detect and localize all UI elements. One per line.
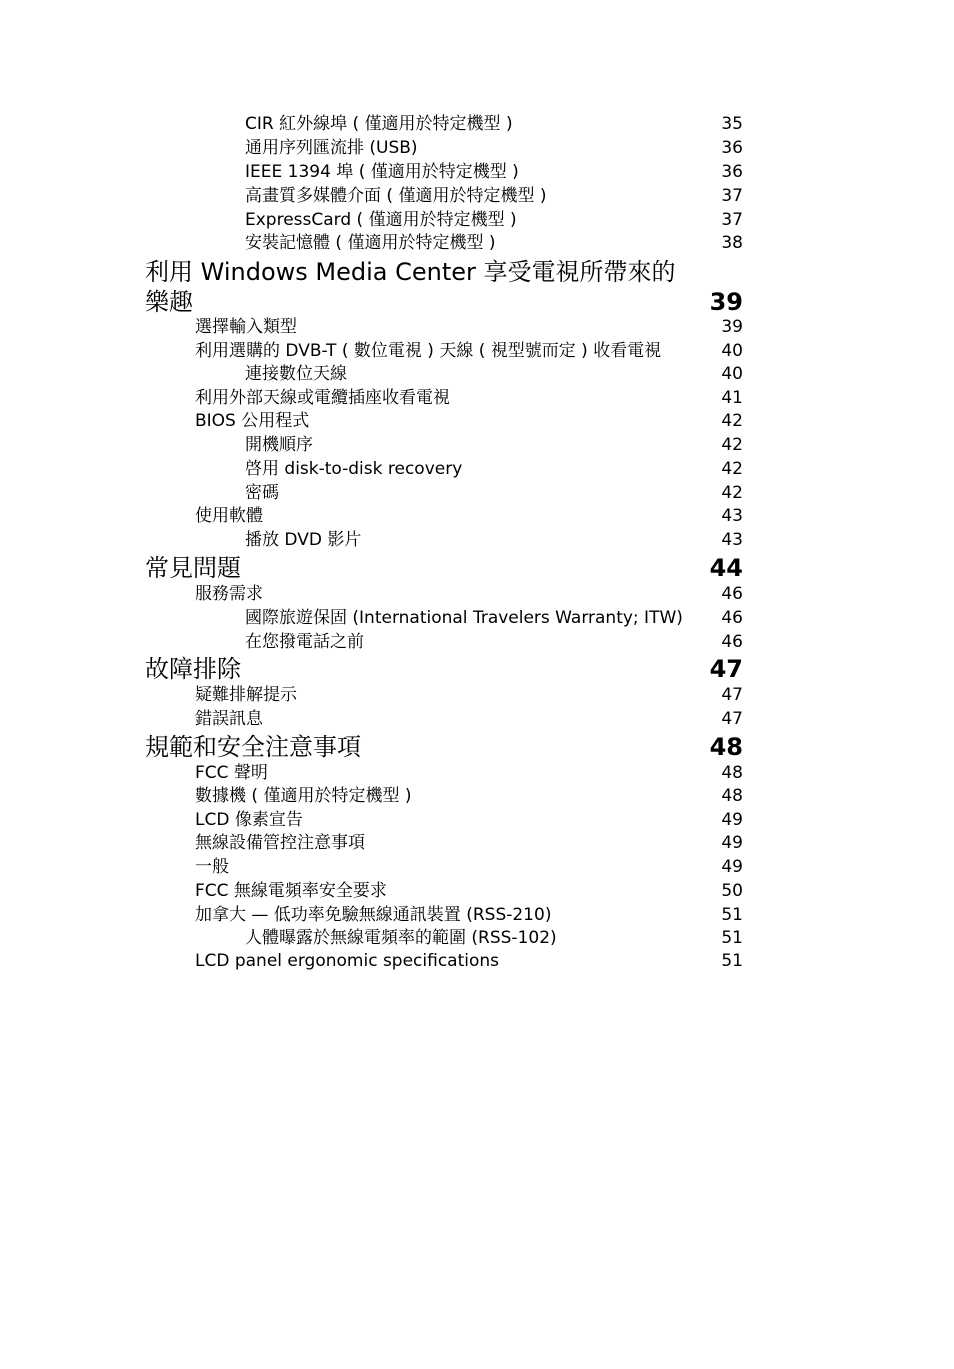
toc-chapter-entry[interactable]: [145, 256, 743, 288]
toc-chapter-entry[interactable]: [145, 731, 743, 763]
toc-entry-title: 開機順序: [245, 435, 313, 455]
toc-entry-page-number: 49: [721, 857, 743, 877]
toc-entry-title: ExpressCard ( 僅適用於特定機型 ): [245, 210, 517, 230]
toc-entry-page-number: 40: [721, 341, 743, 361]
toc-entry-page-number: 50: [721, 881, 743, 901]
toc-chapter-entry[interactable]: [145, 552, 743, 584]
toc-entry[interactable]: [245, 606, 743, 630]
toc-entry-page-number: 37: [721, 210, 743, 230]
toc-entry-title: 常見問題: [145, 554, 241, 582]
toc-entry[interactable]: [245, 160, 743, 184]
toc-entry[interactable]: [195, 855, 743, 879]
toc-entry-page-number: 41: [721, 388, 743, 408]
toc-entry-title: 錯誤訊息: [195, 709, 263, 729]
toc-entry[interactable]: [195, 831, 743, 855]
toc-entry-title: 疑難排解提示: [195, 685, 297, 705]
toc-entry-page-number: 49: [721, 810, 743, 830]
toc-entry-title: CIR 紅外線埠 ( 僅適用於特定機型 ): [245, 114, 513, 134]
toc-entry[interactable]: [195, 808, 743, 832]
toc-entry-page-number: 39: [709, 288, 743, 316]
toc-entry[interactable]: [245, 231, 743, 255]
toc-entry[interactable]: [245, 112, 743, 136]
toc-entry-page-number: 49: [721, 833, 743, 853]
toc-entry-page-number: 48: [721, 786, 743, 806]
toc-entry-page-number: 43: [721, 530, 743, 550]
toc-entry[interactable]: [245, 457, 743, 481]
toc-entry[interactable]: [195, 315, 743, 339]
toc-entry[interactable]: [195, 761, 743, 785]
toc-entry[interactable]: [195, 409, 743, 433]
toc-entry-title: 安裝記憶體 ( 僅適用於特定機型 ): [245, 233, 496, 253]
toc-chapter-entry[interactable]: [145, 286, 743, 318]
toc-entry[interactable]: [195, 903, 743, 927]
toc-entry-title: BIOS 公用程式: [195, 411, 310, 431]
toc-entry-page-number: 48: [721, 763, 743, 783]
toc-entry-page-number: 38: [721, 233, 743, 253]
toc-entry-page-number: 46: [721, 632, 743, 652]
toc-entry-title: 服務需求: [195, 584, 263, 604]
toc-entry[interactable]: [195, 784, 743, 808]
toc-entry-page-number: 36: [721, 162, 743, 182]
toc-entry[interactable]: [195, 339, 743, 363]
toc-entry-title: 使用軟體: [195, 506, 263, 526]
toc-entry-page-number: 36: [721, 138, 743, 158]
toc-entry[interactable]: [195, 879, 743, 903]
toc-entry-title: 連接數位天線: [245, 364, 347, 384]
toc-entry-title: 高畫質多媒體介面 ( 僅適用於特定機型 ): [245, 186, 547, 206]
toc-entry-title: 利用外部天線或電纜插座收看電視: [195, 388, 450, 408]
toc-entry-title: FCC 無線電頻率安全要求: [195, 881, 387, 901]
toc-entry-title: 在您撥電話之前: [245, 632, 364, 652]
toc-entry-page-number: 37: [721, 186, 743, 206]
toc-entry[interactable]: [195, 949, 743, 973]
toc-entry-page-number: 51: [721, 928, 743, 948]
toc-entry-page-number: 35: [721, 114, 743, 134]
toc-entry-page-number: 44: [709, 554, 743, 582]
toc-entry[interactable]: [195, 504, 743, 528]
toc-entry-title: 人體曝露於無線電頻率的範圍 (RSS-102): [245, 928, 557, 948]
toc-entry-title: 國際旅遊保固 (International Travelers Warranty; ITW): [245, 608, 683, 628]
toc-entry[interactable]: [195, 683, 743, 707]
toc-entry[interactable]: [195, 707, 743, 731]
toc-entry-title: 通用序列匯流排 (USB): [245, 138, 418, 158]
toc-entry-title: 播放 DVD 影片: [245, 530, 362, 550]
toc-entry[interactable]: [245, 136, 743, 160]
toc-entry-title: 數據機 ( 僅適用於特定機型 ): [195, 786, 412, 806]
toc-entry-page-number: 42: [721, 411, 743, 431]
toc-entry-page-number: 46: [721, 584, 743, 604]
toc-entry-title: LCD 像素宣告: [195, 810, 303, 830]
toc-entry-title: 利用 Windows Media Center 享受電視所帶來的: [145, 258, 676, 286]
toc-entry[interactable]: [195, 386, 743, 410]
toc-entry[interactable]: [245, 362, 743, 386]
toc-entry-title: 故障排除: [145, 655, 241, 683]
toc-entry[interactable]: [245, 528, 743, 552]
toc-entry-title: FCC 聲明: [195, 763, 268, 783]
toc-entry[interactable]: [245, 926, 743, 950]
toc-entry-title: 樂趣: [145, 288, 193, 316]
toc-entry[interactable]: [195, 582, 743, 606]
toc-entry-page-number: 40: [721, 364, 743, 384]
toc-entry-page-number: 42: [721, 459, 743, 479]
toc-entry-page-number: 47: [721, 685, 743, 705]
toc-entry-title: 一般: [195, 857, 229, 877]
toc-entry[interactable]: [245, 630, 743, 654]
toc-entry-page-number: 46: [721, 608, 743, 628]
toc-entry-page-number: 43: [721, 506, 743, 526]
toc-entry-page-number: 47: [721, 709, 743, 729]
toc-entry-page-number: 39: [721, 317, 743, 337]
toc-entry-title: 無線設備管控注意事項: [195, 833, 365, 853]
toc-entry-page-number: 42: [721, 483, 743, 503]
toc-chapter-entry[interactable]: [145, 653, 743, 685]
toc-entry-page-number: 51: [721, 951, 743, 971]
toc-entry-title: 密碼: [245, 483, 279, 503]
toc-entry-title: 利用選購的 DVB-T ( 數位電視 ) 天線 ( 視型號而定 ) 收看電視: [195, 341, 662, 361]
toc-entry[interactable]: [245, 481, 743, 505]
toc-entry-page-number: 51: [721, 905, 743, 925]
toc-entry-title: 啓用 disk-to-disk recovery: [245, 459, 463, 479]
toc-entry[interactable]: [245, 184, 743, 208]
toc-entry-title: 選擇輸入類型: [195, 317, 297, 337]
toc-entry-page-number: 48: [709, 733, 743, 761]
toc-entry[interactable]: [245, 208, 743, 232]
toc-entry-page-number: 42: [721, 435, 743, 455]
toc-entry[interactable]: [245, 433, 743, 457]
toc-entry-title: 規範和安全注意事項: [145, 733, 361, 761]
toc-entry-title: LCD panel ergonomic specifications: [195, 951, 500, 971]
toc-entry-title: IEEE 1394 埠 ( 僅適用於特定機型 ): [245, 162, 519, 182]
toc-entry-title: 加拿大 — 低功率免驗無線通訊裝置 (RSS-210): [195, 905, 552, 925]
toc-entry-page-number: 47: [709, 655, 743, 683]
